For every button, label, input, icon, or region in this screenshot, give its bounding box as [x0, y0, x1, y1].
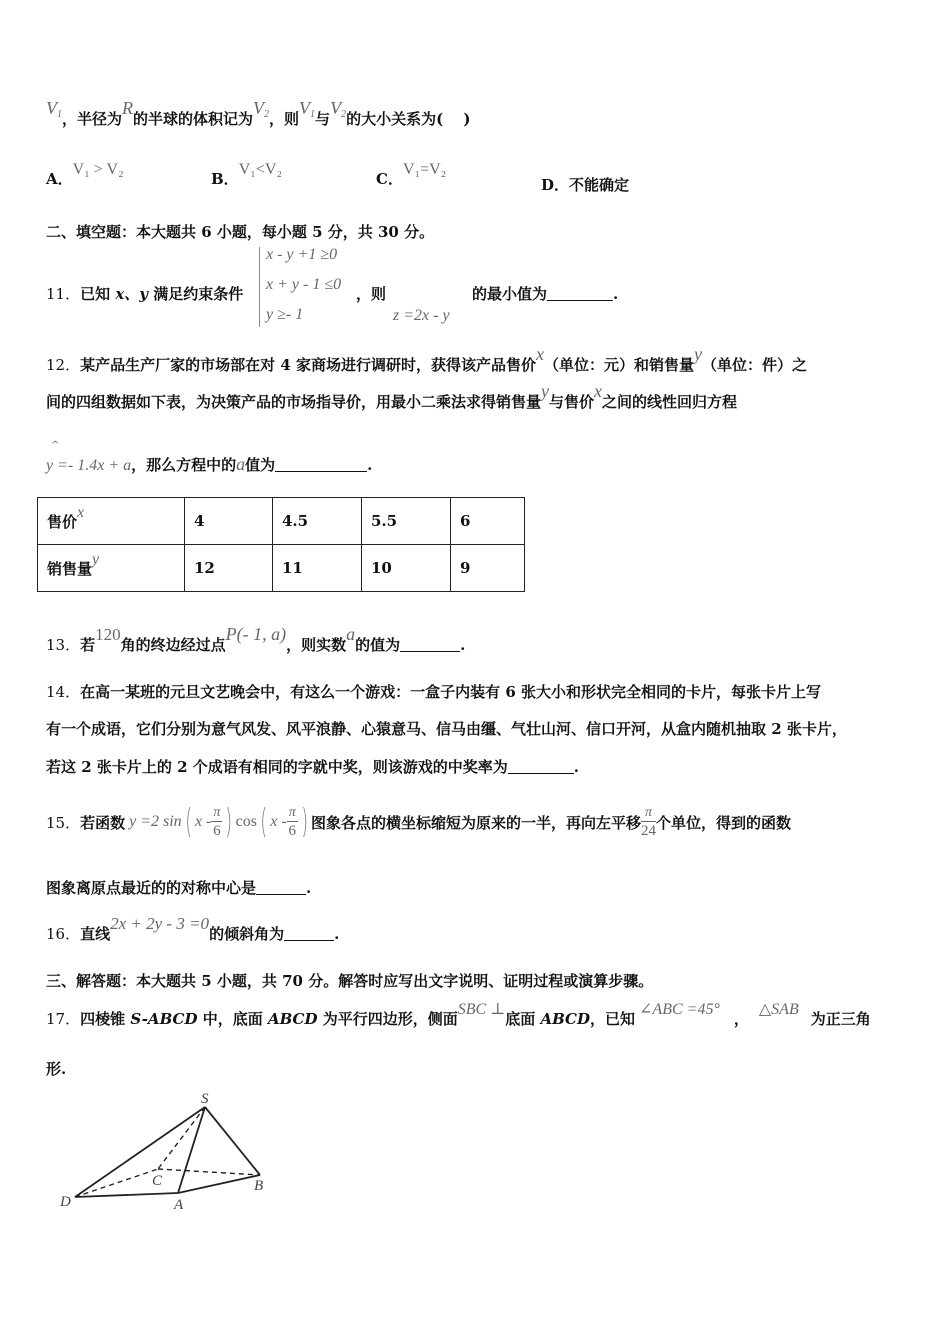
objective-function: z =2x - y [393, 307, 450, 324]
answer-blank[interactable] [547, 286, 613, 301]
table-row [38, 545, 525, 592]
q15-stem: 15． 若函数 y =2 sin ( x - $\frac{\pi}{6}$ ) cos ( x - $\frac{\pi}{6}$ ) 图象各点的横坐标缩短为原来的一半，再向左平移 $\frac{\pi}{24}$ 个单位，得到的函数 [46, 802, 792, 842]
q11-stem: 11．已知 x、y 满足约束条件 [46, 285, 244, 303]
edge-cb [158, 1169, 260, 1175]
constraint-3: y ≥- 1 [266, 306, 304, 323]
label-s: S [201, 1091, 209, 1107]
edge-sc [158, 1107, 205, 1169]
label-d: D [60, 1194, 71, 1210]
section-heading: 二、填空题：本大题共 6 小题，每小题 5 分，共 30 分。 [46, 223, 435, 241]
data-table [37, 497, 525, 592]
table-cell: 5.5 [362, 498, 451, 545]
option-b[interactable]: B．V₁<V₂ [211, 161, 282, 188]
label-c: C [152, 1173, 163, 1189]
answer-blank[interactable] [275, 457, 367, 472]
table-cell: 4 [185, 498, 273, 545]
answer-blank[interactable] [256, 880, 306, 895]
q13-stem: 13．若120角的终边经过点P(- 1, a)，则实数a的值为 . [46, 624, 466, 654]
constraint-brace [259, 247, 266, 327]
table-cell: 10 [362, 545, 451, 592]
edge-dc [75, 1169, 158, 1197]
edge-sd [75, 1107, 205, 1197]
edge-sa [178, 1107, 205, 1193]
table-cell: 11 [273, 545, 362, 592]
v1-symbol: $V_1$ [46, 98, 62, 120]
q12-line-1: 12．某产品生产厂家的市场部在对 4 家商场进行调研时，获得该产品售价x（单位：元）和销售量y（单位：件）之 [46, 344, 808, 374]
table-cell: 12 [185, 545, 273, 592]
edge-ab [178, 1175, 260, 1193]
edge-da [75, 1193, 178, 1197]
table-cell: 4.5 [273, 498, 362, 545]
label-b: B [254, 1178, 264, 1194]
q12-line-3: y =- 1.4x + a，那么方程中的a值为 . [46, 454, 373, 474]
fraction-pi-6: $\frac{\pi}{6}$ [288, 804, 296, 839]
q12-line-2: 间的四组数据如下表，为决策产品的市场指导价，用最小二乘法求得销售量y与售价x之间的线性回归方程 [46, 381, 738, 411]
option-d[interactable]: D．不能确定 [541, 176, 630, 194]
hat-symbol: ^ [51, 440, 60, 451]
edge-sb [205, 1107, 260, 1175]
option-c[interactable]: C．V₁=V₂ [376, 161, 447, 188]
fraction-pi-24: $\frac{\pi}{24}$ [641, 804, 656, 839]
fraction-pi-6: $\frac{\pi}{6}$ [213, 804, 221, 839]
answer-blank[interactable] [508, 759, 574, 774]
pyramid-figure [50, 1085, 290, 1215]
table-row [38, 498, 525, 545]
row-header: 销售量y [38, 545, 185, 592]
answer-blank[interactable] [284, 926, 334, 941]
row-header: 售价x [38, 498, 185, 545]
q14-line-2: 有一个成语，它们分别为意气风发、风平浪静、心猿意马、信马由缰、气壮山河、信口开河，从盒内随机抽取 2 张卡片， [46, 720, 847, 738]
q17-stem: 17．四棱锥 S-ABCD 中，底面 ABCD 为平行四边形，侧面SBC ⊥底面 ABCD，已知∠ABC =45°，△SAB为正三角 [46, 1001, 871, 1028]
q16-stem: 16．直线2x + 2y - 3 =0的倾斜角为 . [46, 914, 340, 943]
q15-line-2: 图象离原点最近的的对称中心是 . [46, 879, 312, 897]
q14-line-3: 若这 2 张卡片上的 2 个成语有相同的字就中奖，则该游戏的中奖率为 . [46, 758, 580, 776]
constraint-1: x - y +1 ≥0 [266, 246, 338, 263]
section-heading: 三、解答题：本大题共 5 小题，共 70 分。解答时应写出文字说明、证明过程或演算步骤。 [46, 972, 654, 990]
constraint-2: x + y - 1 ≤0 [266, 276, 342, 293]
q11-ask: 的最小值为 . [472, 285, 619, 303]
q17-line-2: 形. [46, 1060, 67, 1078]
q11-then: ，则 [356, 285, 387, 303]
table-cell: 6 [451, 498, 525, 545]
answer-blank[interactable] [400, 637, 460, 652]
option-a[interactable]: A．V₁ > V₂ [46, 161, 124, 188]
q10-stem: $V_1$，半径为R的半球的体积记为$V_2$，则$V_1$与$V_2$的大小关系为( ) [46, 98, 471, 128]
table-cell: 9 [451, 545, 525, 592]
label-a: A [174, 1197, 184, 1213]
q14-line-1: 14．在高一某班的元旦文艺晚会中，有这么一个游戏：一盒子内装有 6 张大小和形状完全相同的卡片，每张卡片上写 [46, 683, 821, 701]
